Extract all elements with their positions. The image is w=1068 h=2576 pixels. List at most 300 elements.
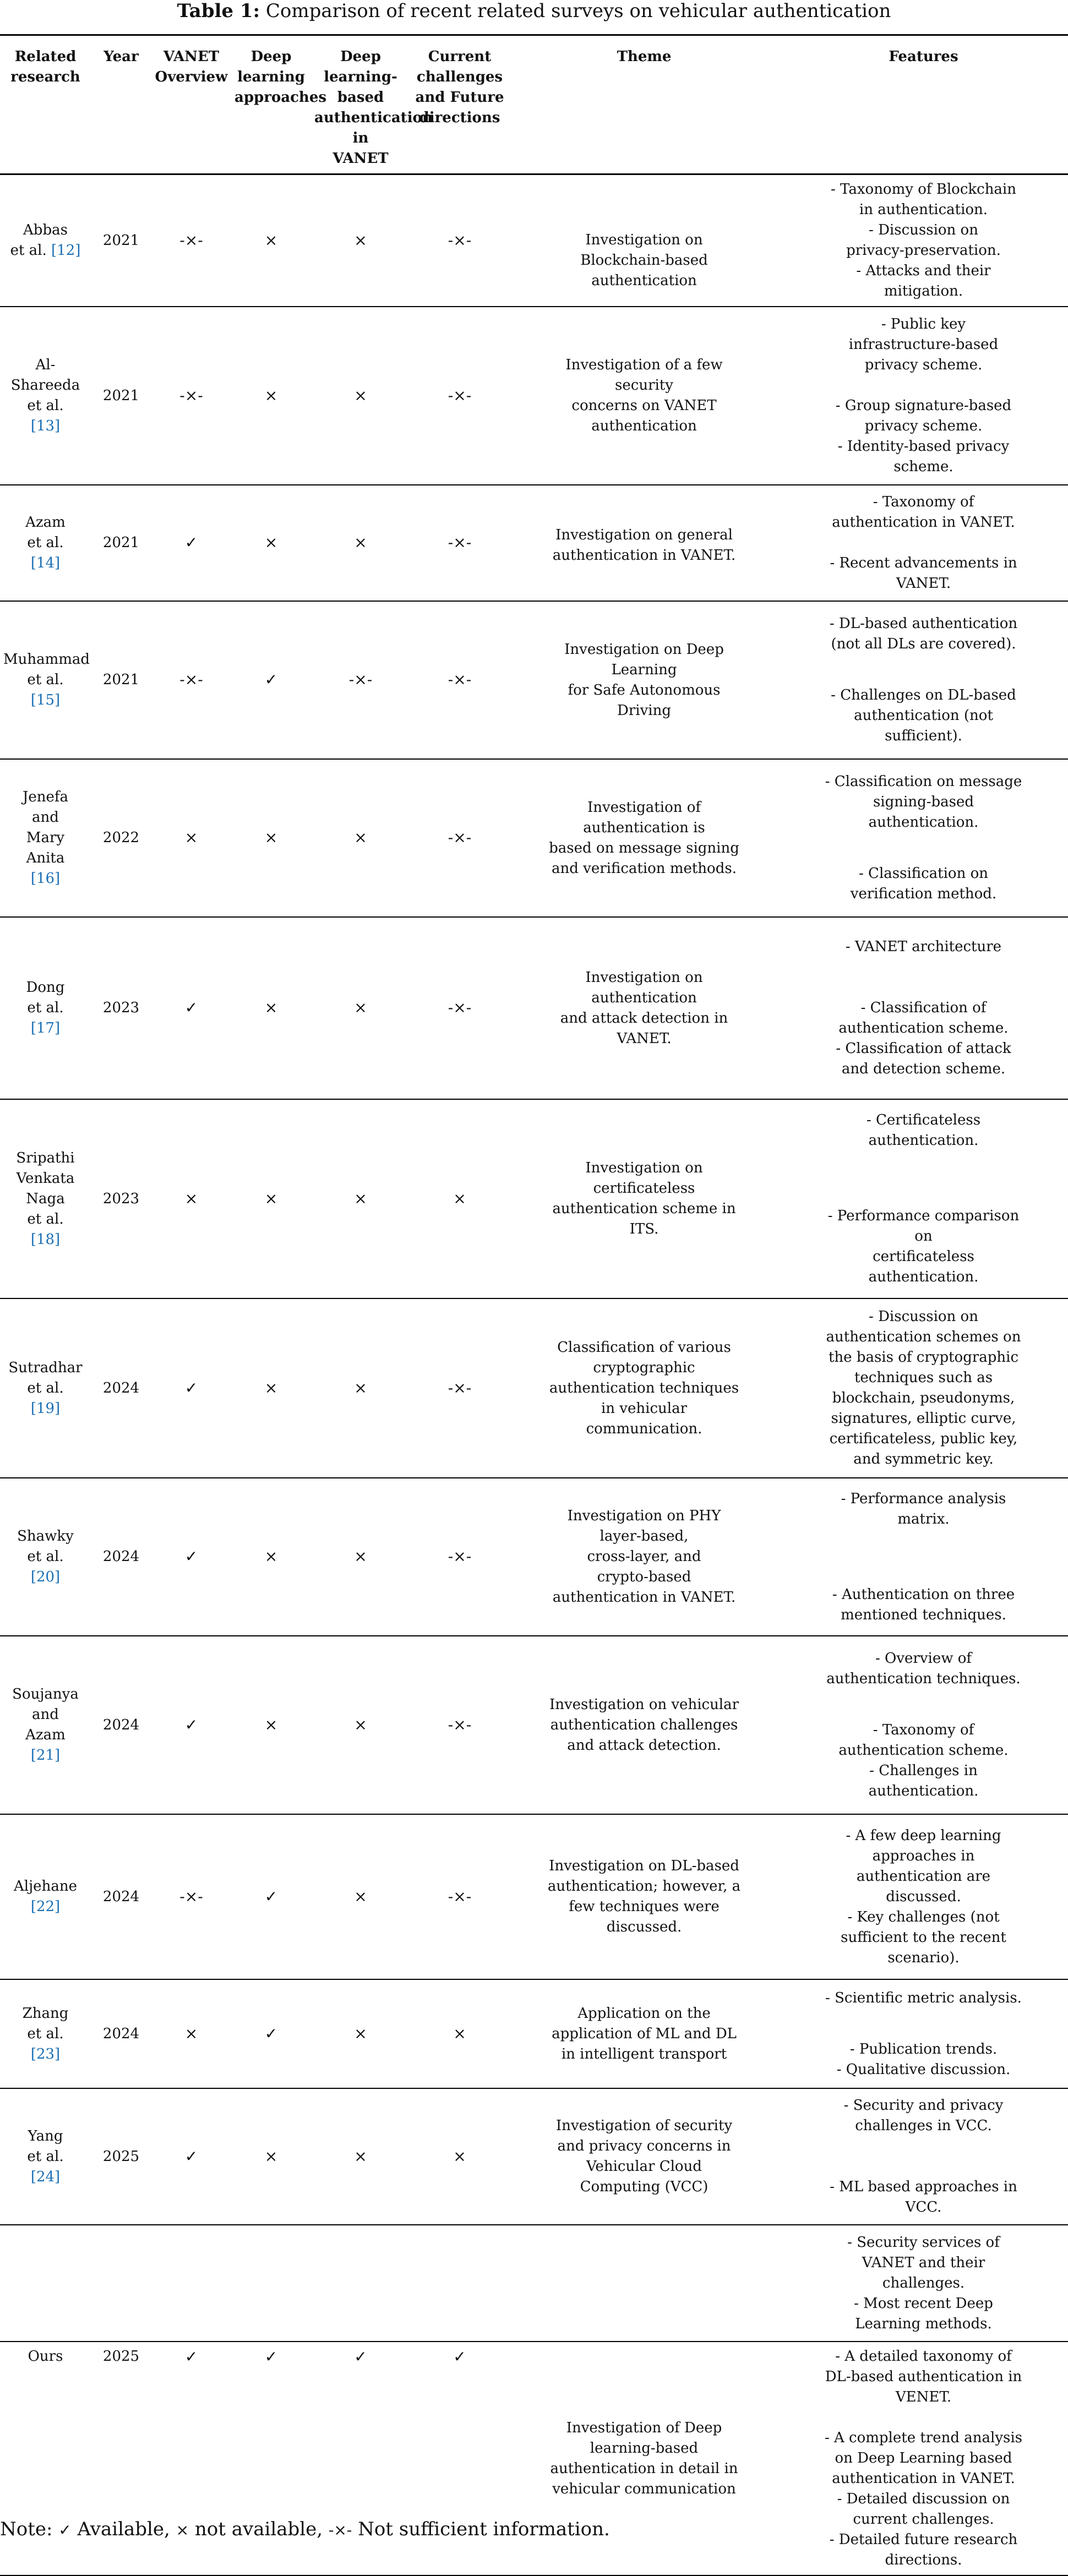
cell-related-research [0,2342,91,2575]
theme-line: Investigation of [587,799,701,816]
research-name-line: et al. [27,2148,64,2165]
feature-line: - Discussion on [869,1308,978,1325]
feature-gap [782,1689,1065,1720]
feature-line: authentication. [868,1783,979,1799]
feature-line: VANET and their [862,2254,985,2271]
research-name-line [3,1230,88,1250]
research-name-line: et al. [27,1379,64,1396]
partial-cross-icon: -×- [448,533,472,552]
reference-link[interactable]: [18] [30,1231,61,1248]
feature-line: authentication. [868,1132,979,1149]
reference-link[interactable]: [12] [51,242,81,259]
feature-line: - Detailed future research [829,2531,1018,2548]
theme-line: cryptographic [593,1359,695,1376]
feature-line: authentication scheme. [838,1020,1009,1036]
research-name-line [3,869,88,889]
header-line: Deep [250,48,292,65]
header-line: research [10,69,80,85]
cell-dl [231,1099,311,1298]
cell-challenges [410,1636,509,1814]
cell-vanet [151,1478,231,1636]
header-line: Features [889,48,958,65]
theme-line: and attack detection. [567,1737,721,1754]
feature-line: privacy-preservation. [846,242,1001,259]
header-vanet-overview [151,35,231,174]
feature-line: - Certificateless [866,1112,981,1128]
cross-icon: × [354,2024,367,2043]
theme-line: in intelligent transport [561,2045,727,2062]
table-row [0,485,1068,601]
cell-related-research [0,2088,91,2225]
research-name-line: et al. [27,534,64,551]
header-line: VANET [333,150,389,167]
reference-link[interactable]: [16] [30,870,61,887]
theme-line: Investigation of a few [565,357,723,373]
cell-dl [231,1298,311,1478]
cross-icon: × [176,2521,189,2539]
feature-line: approaches in [872,1847,975,1864]
reference-link[interactable]: [15] [30,692,61,708]
cell-related-research [0,2225,91,2342]
cross-icon: × [354,1715,367,1734]
cell-year: 2021 [91,485,151,601]
cell-dl [231,1636,311,1814]
check-icon: ✓ [184,1378,198,1397]
header-line: Overview [155,69,228,85]
feature-line: on Deep Learning based [835,2450,1012,2466]
theme-line: Investigation on general [555,526,733,543]
cell-features [779,1478,1068,1636]
cell-year: 2024 [91,1298,151,1478]
research-name-line [3,1745,88,1766]
research-name-line: et al. [12] [10,242,81,259]
feature-line: - Public key [881,316,966,332]
cell-dl [231,1478,311,1636]
cell-vanet [151,917,231,1099]
theme-line: and privacy concerns in [557,2138,731,2154]
feature-gap [782,2408,1065,2428]
cell-vanet [151,759,231,917]
header-line: Theme [617,48,672,65]
research-name-line: Shareeda [10,377,80,394]
theme-line: Classification of various [557,1339,731,1356]
cell-features [779,307,1068,485]
cross-icon: × [354,2147,367,2165]
cell-features [779,2225,1068,2342]
cell-features [779,601,1068,759]
cross-icon: × [184,2024,198,2043]
cell-challenges [410,759,509,917]
cross-icon: × [354,231,367,249]
cell-vanet [151,1099,231,1298]
header-related-research [0,35,91,174]
research-name-line: Mary [26,829,65,846]
cell-year: 2021 [91,601,151,759]
feature-line: authentication. [868,814,979,831]
partial-cross-icon: -×- [328,2521,352,2539]
cell-related-research [0,917,91,1099]
research-name-line: and [32,809,59,826]
feature-line: - Group signature-based [835,397,1012,414]
check-icon: ✓ [184,533,198,552]
theme-line: authentication is [583,819,705,836]
feature-line: matrix. [897,1510,950,1527]
research-name-line: Jenefa [22,789,69,805]
feature-gap [782,375,1065,396]
feature-line: mitigation. [884,283,963,299]
reference-link[interactable]: [22] [30,1898,61,1915]
cell-vanet [151,1298,231,1478]
feature-line: on [914,1228,933,1245]
feature-line: (not all DLs are covered). [831,636,1016,652]
cell-theme [509,174,779,307]
header-line: VANET [163,48,220,65]
research-name-line: Al- [35,357,56,373]
cell-dlauth [311,1478,410,1636]
feature-line: authentication schemes on [826,1329,1021,1345]
feature-line: - Challenges in [869,1762,978,1779]
partial-cross-icon: -×- [179,386,203,405]
theme-line: Investigation of security [555,2117,733,2134]
header-line: challenges [416,69,503,85]
feature-line: - Key challenges (not [847,1908,1000,1925]
theme-line: Driving [617,702,671,719]
feature-gap [782,654,1065,685]
feature-line: VENET. [895,2389,952,2405]
cell-challenges [410,1099,509,1298]
cross-icon: × [184,1189,198,1208]
table-caption [0,0,1068,24]
cell-dl [231,307,311,485]
reference-link[interactable]: [17] [30,1020,61,1036]
cross-icon: × [184,828,198,847]
cell-related-research [0,759,91,917]
header-line: Related [14,48,77,65]
cell-dlauth [311,1298,410,1478]
research-name-line [3,1897,88,1917]
cell-features [779,1979,1068,2088]
cross-icon: × [264,1189,278,1208]
feature-line: certificateless [873,1248,974,1265]
cell-features [779,1636,1068,1814]
cell-year: 2024 [91,1814,151,1979]
feature-line: - Publication trends. [849,2040,998,2057]
feature-gap [782,533,1065,553]
feature-line: techniques such as [854,1369,993,1386]
cell-dl [231,1979,311,2088]
cell-features [779,1099,1068,1298]
feature-line: authentication are [856,1868,991,1885]
feature-line: authentication. [868,1269,979,1285]
cross-icon: × [354,1378,367,1397]
feature-line: authentication in VANET. [832,2470,1015,2487]
feature-line: - Classification of [860,1000,987,1016]
cell-year: 2021 [91,307,151,485]
theme-line: for Safe Autonomous [568,681,721,698]
cell-year: 2025 [91,2342,151,2575]
feature-gap [782,833,1065,864]
cell-dl [231,1814,311,1979]
feature-line: - A detailed taxonomy of [835,2348,1012,2365]
cross-icon: × [264,1547,278,1565]
feature-line: verification method. [850,886,997,902]
cell-vanet [151,485,231,601]
header-theme [509,35,779,174]
feature-line: sufficient). [885,728,962,744]
feature-line: - Performance comparison [827,1208,1020,1224]
header-line: authentication in [314,110,433,146]
cross-icon: × [453,2024,466,2043]
check-icon: ✓ [264,2024,278,2043]
feature-line: - Most recent Deep [854,2295,993,2312]
cell-challenges [410,2342,509,2575]
cell-features [779,1814,1068,1979]
theme-line: Investigation on Deep [564,641,724,658]
cross-icon: × [264,231,278,249]
table-note [0,2518,1068,2540]
partial-cross-icon: -×- [448,386,472,405]
cross-icon: × [354,1189,367,1208]
table-caption-text: Comparison of recent related surveys on vehicular authentication [260,0,891,22]
cell-theme [509,2088,779,2225]
theme-line: layer-based, [600,1528,689,1544]
feature-line: - A complete trend analysis [824,2430,1023,2446]
cell-year: 2023 [91,1099,151,1298]
table-row [0,174,1068,307]
reference-link[interactable]: [20] [30,1569,61,1585]
cell-dl [231,2342,311,2575]
feature-line: - VANET architecture [845,938,1002,955]
table-row [0,1099,1068,1298]
header-line: Year [103,48,139,65]
cell-year: 2022 [91,759,151,917]
feature-line: - Detailed discussion on [837,2491,1010,2507]
theme-line: authentication techniques [549,1379,739,1396]
theme-line: and verification methods. [552,860,737,877]
research-name-line: and [32,1706,59,1723]
cell-challenges [410,1478,509,1636]
research-name-line: Azam [25,1727,66,1743]
cell-vanet [151,1979,231,2088]
theme-line: few techniques were [569,1898,720,1915]
feature-line: - Taxonomy of [873,494,974,510]
header-features [779,35,1068,174]
feature-line: - Security services of [847,2234,1000,2251]
feature-line: sufficient to the recent [841,1929,1006,1946]
table-row [0,1814,1068,1979]
cell-challenges [410,2225,509,2342]
cell-related-research [0,601,91,759]
research-name-line: Ours [28,2348,63,2365]
note-available: Available, [71,2518,176,2540]
cross-icon: × [354,1887,367,1906]
cell-dl [231,759,311,917]
table-row [0,2088,1068,2225]
theme-line: concerns on VANET [571,397,717,414]
cell-dlauth [311,1636,410,1814]
cell-dlauth [311,2342,410,2575]
cell-dl [231,601,311,759]
cell-year [91,2225,151,2342]
reference-link[interactable]: [19] [30,1400,61,1417]
cell-theme [509,1298,779,1478]
feature-line: the basis of cryptographic [828,1349,1019,1366]
feature-line: - Classification of attack [836,1040,1011,1057]
research-name-line: Dong [26,979,65,996]
theme-line: VANET. [617,1030,672,1047]
cell-dlauth [311,1099,410,1298]
header-year [91,35,151,174]
feature-line: Learning methods. [855,2315,992,2332]
cross-icon: × [264,998,278,1017]
theme-line: communication. [586,1420,702,1437]
table-row [0,1979,1068,2088]
cell-vanet [151,307,231,485]
check-icon: ✓ [184,998,198,1017]
cross-icon: × [264,1715,278,1734]
feature-line: - Classification on [859,865,988,882]
check-icon: ✓ [264,2348,278,2366]
research-name-line: Abbas [23,222,68,238]
cell-features [779,485,1068,601]
header-challenges-future-directions [410,35,509,174]
theme-line: Computing (VCC) [580,2179,709,2195]
feature-line: - Scientific metric analysis. [825,1989,1022,2006]
feature-line: signing-based [873,794,974,810]
feature-gap [782,1530,1065,1585]
theme-line: learning-based [590,2439,699,2457]
partial-cross-icon: -×- [179,231,203,249]
partial-cross-icon: -×- [448,1547,472,1565]
theme-line: authentication in detail in [550,2460,738,2477]
reference-link[interactable]: [14] [30,555,61,571]
cross-icon: × [264,1378,278,1397]
header-deep-learning-approaches [231,35,327,174]
cell-dlauth [311,2225,410,2342]
note-not-sufficient: Not sufficient information. [352,2518,610,2540]
feature-line: infrastructure-based [848,336,999,353]
feature-line: - Discussion on [869,222,978,238]
feature-line: scenario). [887,1949,960,1966]
theme-line: security [615,377,673,394]
feature-line: certificateless, public key, [829,1431,1018,1447]
cell-vanet [151,1636,231,1814]
feature-line: - ML based approaches in [830,2179,1017,2195]
theme-line: authentication in VANET. [552,547,736,564]
theme-line: ITS. [629,1221,659,1237]
cell-dl [231,485,311,601]
feature-line: authentication in VANET. [832,514,1015,531]
research-name-line: et al. [27,2025,64,2042]
cross-icon: × [354,1547,367,1565]
cell-vanet [151,2342,231,2575]
cell-dlauth [311,601,410,759]
cell-challenges [410,1979,509,2088]
feature-line: authentication techniques. [826,1671,1021,1687]
cell-theme [509,1636,779,1814]
header-line: learning-based [324,69,397,106]
feature-line: - Classification on message [825,773,1022,790]
cross-icon: × [264,533,278,552]
feature-line: - Performance analysis [841,1490,1006,1507]
theme-line: Investigation on PHY [567,1508,721,1524]
cell-theme [509,1099,779,1298]
partial-cross-icon: -×- [448,828,472,847]
research-name-line [3,2044,88,2065]
table-row [0,2225,1068,2342]
feature-line: - A few deep learning [846,1827,1001,1844]
feature-line: - Challenges on DL-based [831,687,1016,703]
partial-cross-icon: -×- [448,1378,472,1397]
theme-line: authentication [591,989,697,1006]
cross-icon: × [264,386,278,405]
cross-icon: × [354,533,367,552]
cell-related-research [0,174,91,307]
feature-gap [782,957,1065,998]
research-name-line: Azam [25,514,66,531]
cell-theme [509,2225,779,2342]
cell-features [779,2088,1068,2225]
research-name-line [3,2167,88,2187]
feature-line: challenges. [882,2274,965,2291]
feature-gap [782,1151,1065,1206]
theme-line: application of ML and DL [552,2025,737,2042]
cell-related-research [0,1478,91,1636]
cell-dlauth [311,2088,410,2225]
cell-theme [509,485,779,601]
cell-theme [509,759,779,917]
feature-line: - Recent advancements in [830,555,1017,571]
cell-year: 2021 [91,174,151,307]
theme-line: Investigation of Deep [566,2419,722,2436]
cross-icon: × [264,828,278,847]
feature-line: VCC. [905,2199,942,2215]
cell-dl [231,917,311,1099]
research-name-line [3,690,88,711]
header-line: and Future [415,89,504,106]
feature-line: current challenges. [853,2511,994,2528]
cell-related-research [0,1099,91,1298]
theme-line: cross-layer, and [587,1548,701,1565]
research-name-line: Anita [26,850,65,866]
research-name-line: Naga [26,1190,65,1207]
note-not-available: not available, [189,2518,329,2540]
cell-theme [509,1979,779,2088]
cell-dlauth [311,174,410,307]
partial-cross-icon: -×- [448,670,472,689]
feature-line: directions. [885,2552,962,2568]
feature-line: - Identity-based privacy [837,438,1010,455]
feature-line: authentication scheme. [838,1742,1009,1759]
cell-year: 2024 [91,1478,151,1636]
cell-year: 2025 [91,2088,151,2225]
reference-link[interactable]: [24] [30,2168,61,2185]
note-prefix: Note: [0,2518,59,2540]
research-name-line: et al. [27,1000,64,1016]
feature-line: - Attacks and their [856,263,991,279]
reference-link[interactable]: [21] [30,1747,61,1764]
check-icon: ✓ [184,2147,198,2165]
cell-vanet [151,2088,231,2225]
cell-related-research [0,307,91,485]
cross-icon: × [264,2147,278,2165]
reference-link[interactable]: [13] [30,418,61,434]
feature-line: privacy scheme. [864,418,983,434]
reference-link[interactable]: [23] [30,2045,61,2062]
table-row [0,307,1068,485]
theme-line: authentication scheme in [552,1200,736,1217]
cell-dlauth [311,1979,410,2088]
